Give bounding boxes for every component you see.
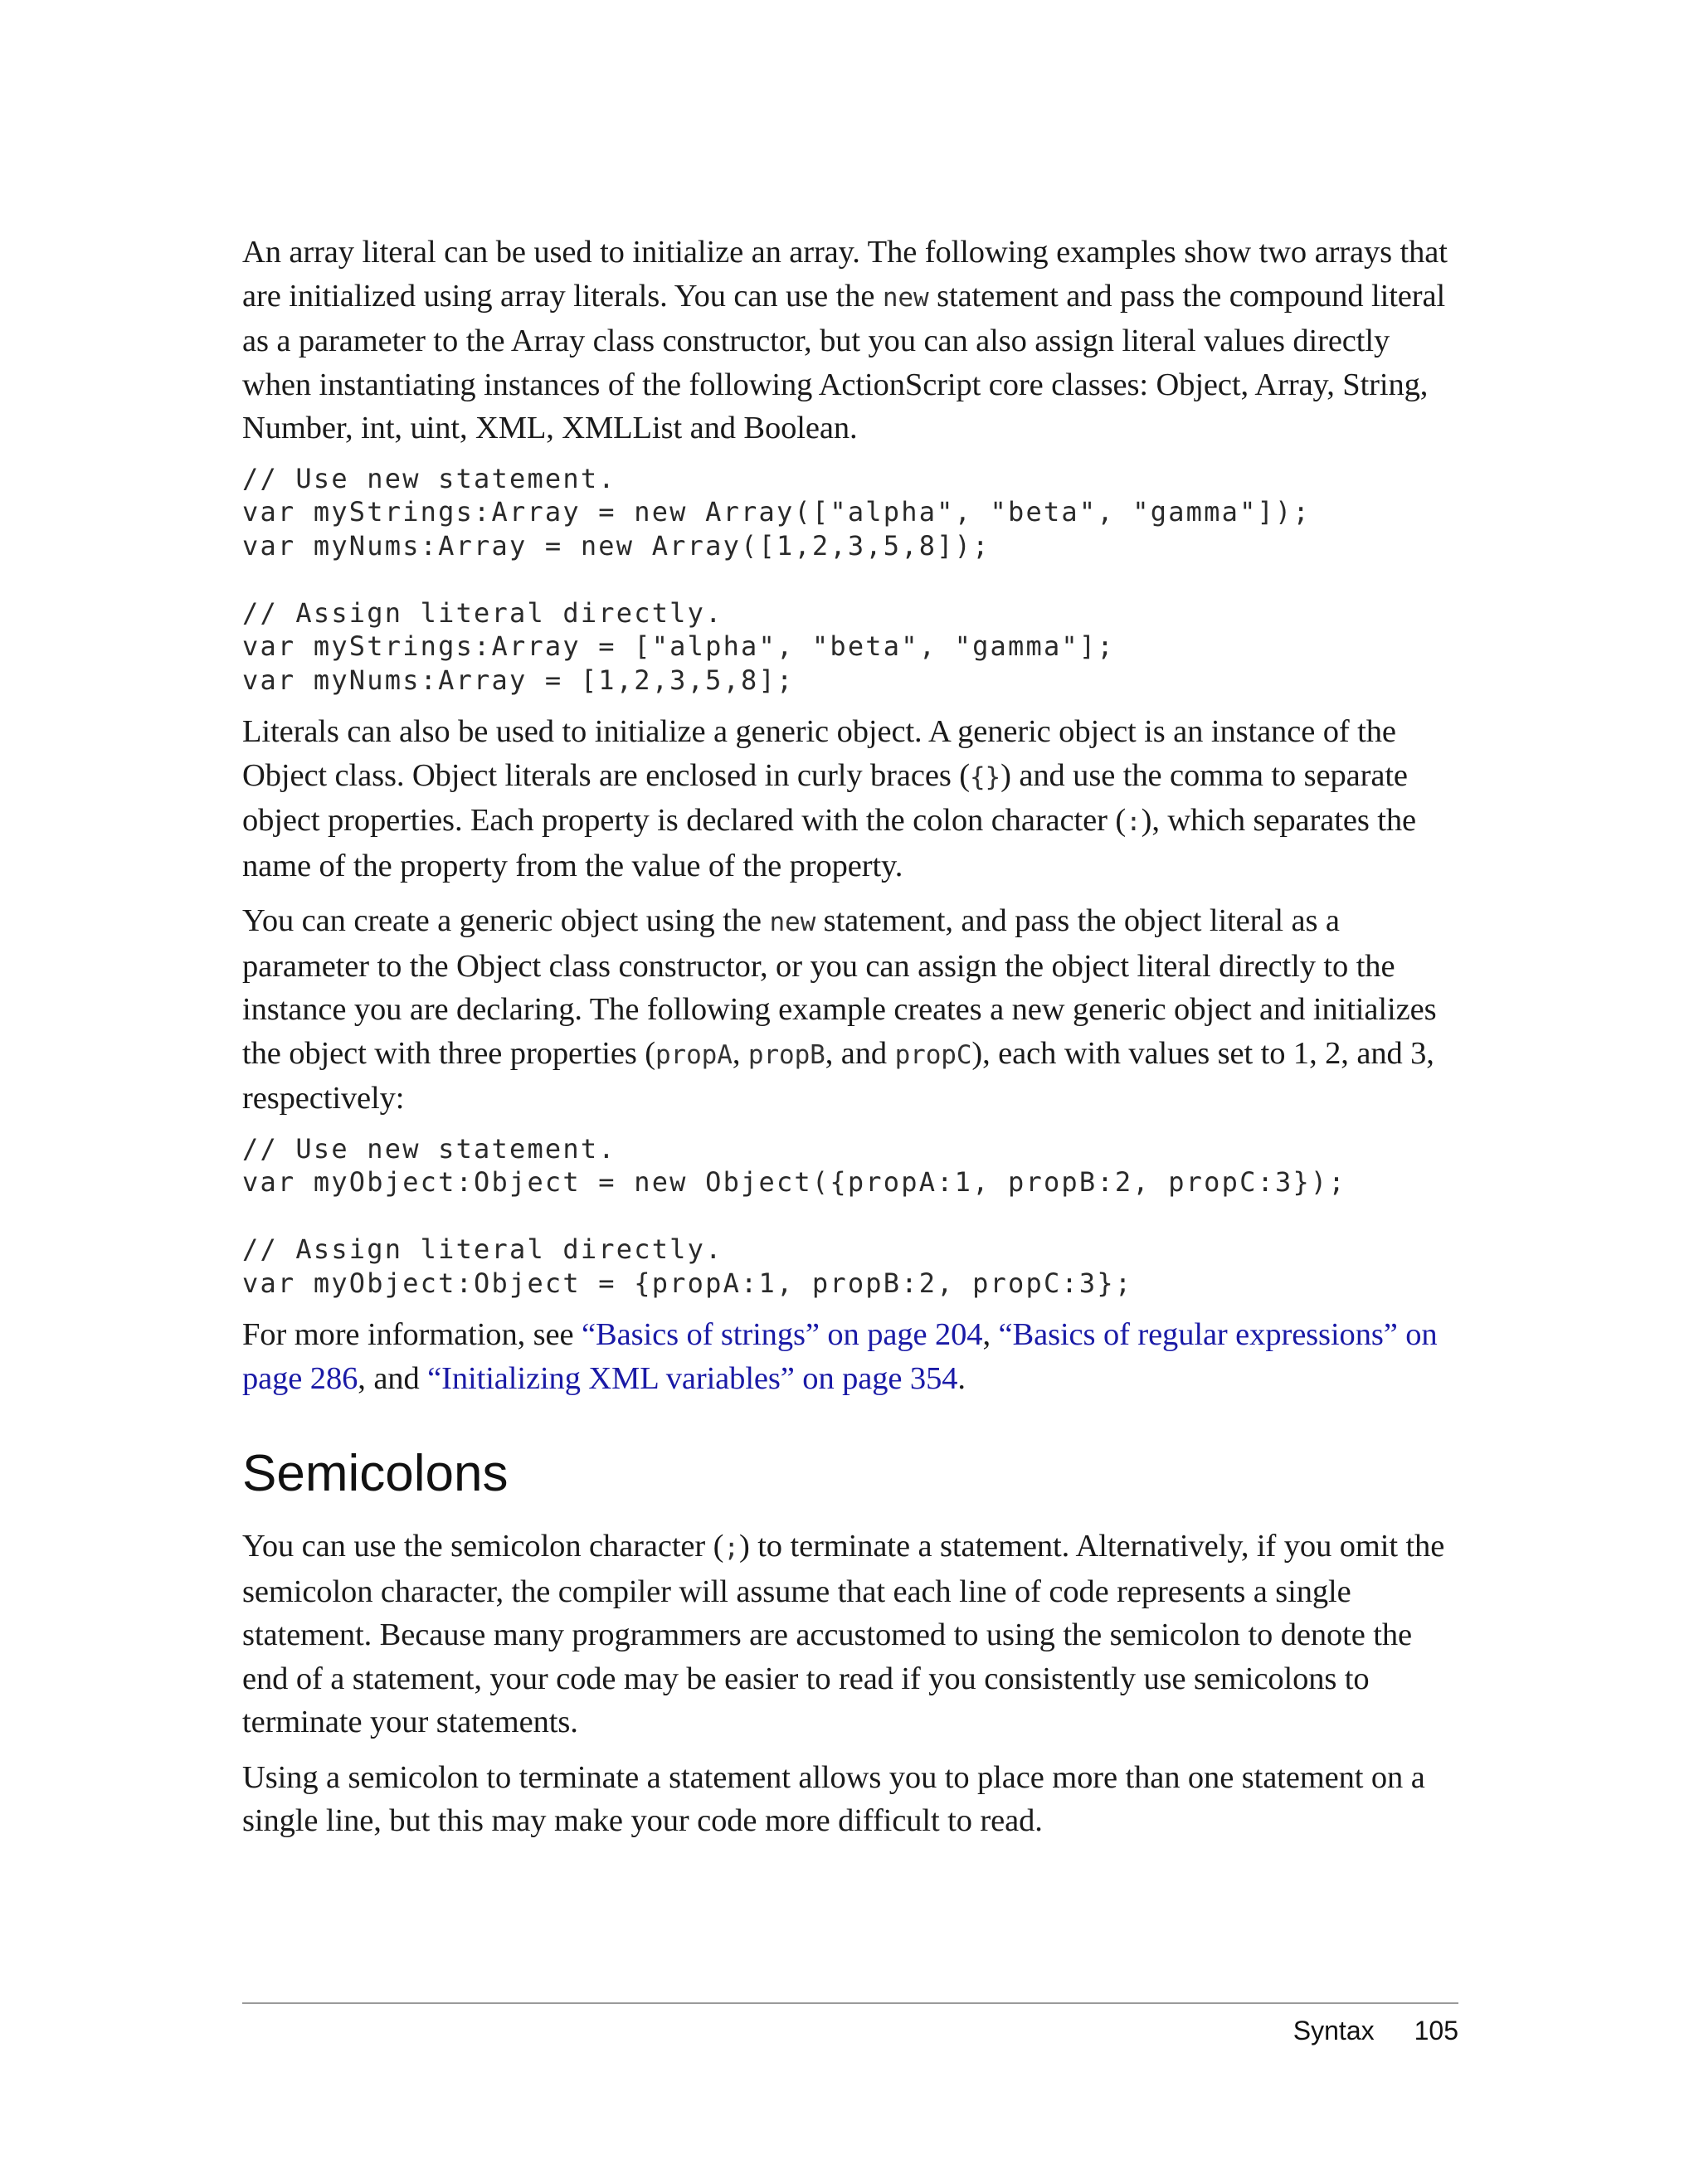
- text-run: Literals can also be used to initialize a generic object. A generic object is an instance of the Object class. Object literals are enclosed in curly braces (: [242, 714, 1396, 793]
- code-line: var myStrings:Array = ["alpha", "beta", "gamma"];: [242, 630, 1115, 662]
- paragraph-semicolon-usage: [242, 1525, 1462, 1744]
- text-run: An array literal can be used to initialize an array. The following examples show two arrays that are initialized using array literals. You can use the: [242, 235, 1448, 314]
- code-line: var myNums:Array = [1,2,3,5,8];: [242, 664, 795, 696]
- inline-code-new: new: [769, 907, 816, 937]
- code-block-object-examples: [242, 1132, 1462, 1301]
- link-basics-of-strings[interactable]: “Basics of strings” on page 204: [582, 1317, 983, 1352]
- text-run: ), which separates the name of the property from the value of the property.: [242, 803, 1416, 883]
- page-footer: [1293, 2016, 1458, 2046]
- text-run: statement and pass the compound literal as a parameter to the Array class constructor, but you can also assign literal values directly when instantiating instances of the following ActionScript core classes: Object, Array, String, Number, int, uint, XML, XMLList and Boolean.: [242, 278, 1446, 445]
- footer-page-number: 105: [1414, 2016, 1458, 2045]
- page-content: [242, 231, 1462, 1855]
- code-line: var myObject:Object = new Object({propA:1, propB:2, propC:3});: [242, 1166, 1346, 1198]
- text-run: You can create a generic object using the: [242, 903, 770, 938]
- text-run: For more information, see: [242, 1317, 582, 1352]
- code-line: // Use new statement.: [242, 462, 616, 494]
- text-run: ,: [982, 1317, 999, 1352]
- code-blank-line: [242, 1199, 1462, 1233]
- inline-code-propC: propC: [894, 1039, 972, 1070]
- text-run: You can use the semicolon character (: [242, 1529, 724, 1564]
- code-line: var myNums:Array = new Array([1,2,3,5,8]);: [242, 529, 991, 562]
- code-line: // Assign literal directly.: [242, 596, 723, 629]
- paragraph-array-literals: [242, 231, 1462, 450]
- inline-code-new: new: [882, 282, 929, 313]
- section-heading-semicolons: Semicolons: [242, 1445, 509, 1502]
- paragraph-more-info: [242, 1313, 1462, 1400]
- text-run: , and: [358, 1360, 428, 1396]
- text-run: ), each with values set to 1, 2, and 3, respectively:: [242, 1035, 1434, 1116]
- code-blank-line: [242, 562, 1462, 596]
- text-run: statement, and pass the object literal as a parameter to the Object class constructor, or you can assign the object literal directly to the instance you are declaring. The following example creates a new generic object and initializes the object with three properties (: [242, 903, 1437, 1071]
- code-line: var myStrings:Array = new Array(["alpha", "beta", "gamma"]);: [242, 496, 1311, 528]
- code-line: // Use new statement.: [242, 1132, 616, 1165]
- inline-code-braces: {}: [969, 761, 1001, 792]
- code-line: // Assign literal directly.: [242, 1233, 723, 1265]
- text-run: ,: [732, 1035, 748, 1071]
- footer-section-name: Syntax: [1293, 2016, 1375, 2045]
- code-line: var myObject:Object = {propA:1, propB:2, propC:3};: [242, 1267, 1133, 1299]
- inline-code-propA: propA: [655, 1039, 733, 1070]
- footer-divider: [242, 2002, 1458, 2004]
- text-run: .: [957, 1360, 966, 1396]
- code-block-array-examples: [242, 462, 1462, 698]
- text-run: ) to terminate a statement. Alternatively, if you omit the semicolon character, the compiler will assume that each line of code represents a single statement. Because many programmers are accustomed to using the semicolon to denote the end of a statement, your code may be easier to read if you consistently use semicolons to terminate your statements.: [242, 1529, 1445, 1739]
- inline-code-semicolon: ;: [723, 1533, 739, 1563]
- inline-code-colon: :: [1126, 807, 1142, 837]
- paragraph-object-literal: [242, 899, 1462, 1121]
- link-initializing-xml-variables[interactable]: “Initializing XML variables” on page 354: [427, 1360, 958, 1396]
- paragraph-semicolon-multiple-statements: Using a semicolon to terminate a statement allows you to place more than one statement on a single line, but this may make your code more difficult to read.: [242, 1759, 1425, 1838]
- text-run: ) and use the comma to separate object properties. Each property is declared with the colon character (: [242, 757, 1408, 838]
- inline-code-propB: propB: [747, 1039, 825, 1070]
- text-run: , and: [825, 1035, 895, 1071]
- link-basics-of-regular-expressions[interactable]: “Basics of regular expressions” on page 286: [242, 1317, 1438, 1396]
- paragraph-generic-object: [242, 710, 1462, 888]
